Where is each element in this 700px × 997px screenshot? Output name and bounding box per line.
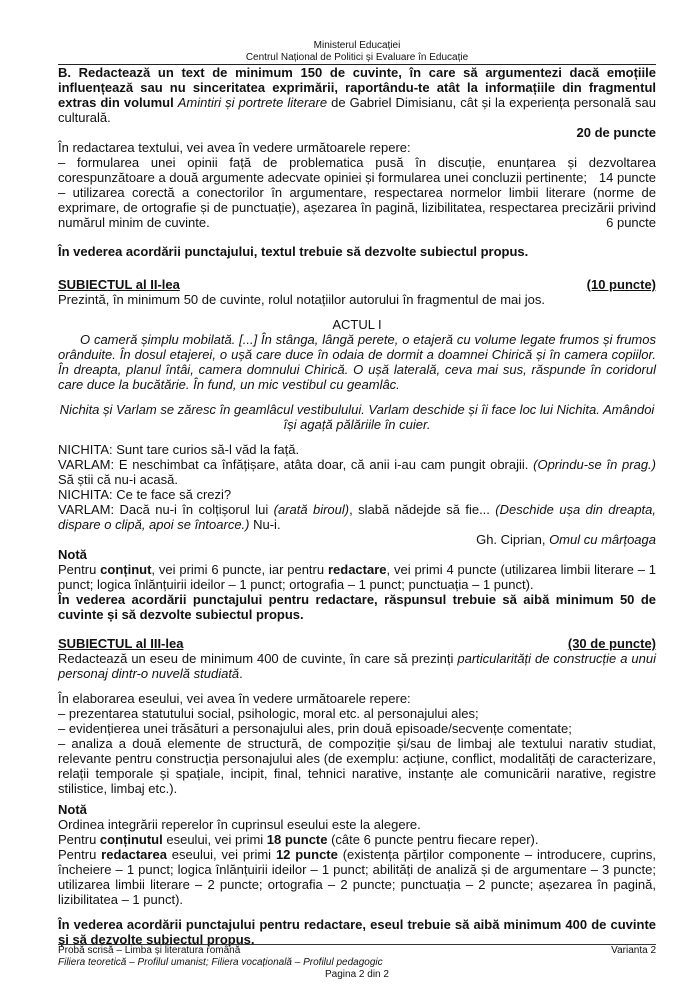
exam-page	[58, 0, 656, 947]
book-author-text: de Gabriel Dimisianu, cât și la experiența personală sau culturală.	[58, 95, 656, 125]
note-c: , vei primi 6 puncte, iar pentru	[151, 562, 328, 577]
section-iii-title: SUBIECTUL al III-lea	[58, 636, 184, 651]
n2b: conținutul	[99, 832, 163, 847]
note-e: , vei primi 4 puncte (utilizarea limbii literare – 1 punct; logica înlănțuirii ideilor – 1 punct; ortografia – 1 punct; punctuația – 1 punct).	[58, 562, 656, 592]
section-b-task-text: B. Redactează un text de minimum 150 de cuvinte, în care să argumentezi dacă emoțiile influențează sau nu sinceritatea exprimării, raportându-te atât la informațiile din fragmentul extras din volumul	[58, 65, 656, 110]
section-b-item-2-text: – utilizarea corectă a conectorilor în argumentare, respectarea normelor limbii literare (norme de exprimare, de ortografie și de punctuație), așezarea în pagină, lizibilitatea, respectarea precizării privind numărul minim de cuvinte.	[58, 185, 656, 230]
section-ii-title: SUBIECTUL al II-lea	[58, 277, 180, 292]
section-iii-reper-3: – analiza a două elemente de structură, de compoziție și/sau de limbaj ale textului narativ studiat, relevante pentru construcția personajului ales (de exemplu: acțiune, conflict, modalități de caracterizare, relații temporale și spațiale, incipit, final, tehnici narative, instanțe ale comunicării narative, registre stilistice, limbaj etc.).	[58, 736, 656, 796]
n3a: Pentru	[58, 847, 102, 862]
section-iii-task	[58, 651, 656, 681]
stage-direction-1: O cameră șimplu mobilată. [...] În stânga, lângă perete, o etajeră cu volume legate frumos și frumos orânduite. În dosul etajerei, o ușă care duce în odaia de dormit a doamnei Chirică și în camera copiilor. În dreapta, planul întâi, camera domnului Chirică. O ușă laterală, ceva mai sus, răspunde în coridorul care duce la bucătărie. În fund, un mic vestibul cu geamlâc.	[58, 332, 656, 392]
section-ii-note-label: Notă	[58, 547, 87, 562]
dialogue-line-2	[58, 457, 656, 487]
section-ii-points: (10 puncte)	[586, 277, 656, 292]
section-ii-note	[58, 562, 656, 592]
footer-exam: Probă scrisă – Limba și literatura română	[58, 945, 241, 956]
act-heading: ACTUL I	[332, 317, 382, 332]
dialogue-line-4a: VARLAM: Dacă nu-i în colțișorul lui	[58, 502, 274, 517]
dialogue-line-4b: (arată biroul)	[273, 502, 350, 517]
note-redactare: redactare	[327, 562, 387, 577]
footer-page-number: Pagina 2 din 2	[325, 969, 389, 980]
section-iii-points: (30 de puncte)	[567, 636, 656, 651]
dialogue-line-2c: Să știi că nu-i acasă.	[58, 472, 178, 487]
n3c: eseului, vei primi	[166, 847, 276, 862]
source-author: Gh. Ciprian,	[476, 532, 550, 547]
task-a: Redactează un eseu de minimum 400 de cuvinte, în care să prezinți	[58, 651, 458, 666]
ministry-name: Ministerul Educației	[313, 40, 401, 51]
section-iii-reper-2: – evidențierea unei trăsături a personajului ales, prin două episoade/secvențe comentate;	[58, 721, 572, 736]
n2a: Pentru	[58, 832, 100, 847]
source-title: Omul cu mârțoaga	[549, 532, 656, 547]
dialogue-line-1: NICHITA: Sunt tare curios să-l văd la față.	[58, 442, 300, 457]
section-iii-note-3	[58, 847, 656, 907]
center-name: Centrul Național de Politici și Evaluare în Educație	[58, 52, 656, 65]
section-iii-reper-1: – prezentarea statutului social, psihologic, moral etc. al personajului ales;	[58, 706, 479, 721]
book-title: Amintiri și portrete literare	[177, 95, 328, 110]
section-ii-title-row	[58, 277, 656, 292]
section-ii-task: Prezintă, în minimum 50 de cuvinte, rolul notațiilor autorului în fragmentul de mai jos.	[58, 292, 546, 307]
section-b-points: 20 de puncte	[576, 125, 656, 140]
footer-profile: Filiera teoretică – Profilul umanist; Filiera vocațională – Profilul pedagogic	[58, 957, 383, 968]
n3d: 12 puncte	[275, 847, 338, 862]
section-iii-intro: În elaborarea eseului, vei avea în vedere următoarele repere:	[58, 691, 411, 706]
section-iii-final: În vederea acordării punctajului pentru redactare, eseul trebuie să aibă minimum 400 de cuvinte și să dezvolte subiectul propus.	[58, 917, 656, 947]
section-iii-note-label: Notă	[58, 802, 87, 817]
dialogue-line-2a: VARLAM: E neschimbat ca înfățișare, atâta doar, că anii i-au cam pungit obrajii.	[58, 457, 534, 472]
page-footer	[58, 944, 656, 981]
n3b: redactarea	[101, 847, 167, 862]
page-header	[58, 0, 656, 65]
section-b-task	[58, 65, 656, 125]
note-a: Pentru	[58, 562, 101, 577]
section-b-item-1	[58, 155, 656, 185]
footer-variant: Varianta 2	[611, 945, 656, 956]
dialogue-line-4d: (Deschide ușa din dreapta, dispare o clipă, apoi se întoarce.)	[58, 502, 656, 532]
section-b-intro: În redactarea textului, vei avea în vedere următoarele repere:	[58, 140, 411, 155]
section-b-item-1-points: 14 puncte	[598, 170, 656, 185]
dialogue-line-4	[58, 502, 656, 532]
dialogue-line-3: NICHITA: Ce te face să crezi?	[58, 487, 232, 502]
dialogue-line-4c: , slabă nădejde să fie...	[349, 502, 496, 517]
n2e: (câte 6 puncte pentru fiecare reper).	[327, 832, 539, 847]
section-b-note: În vederea acordării punctajului, textul trebuie să dezvolte subiectul propus.	[58, 244, 529, 259]
n2d: 18 puncte	[266, 832, 328, 847]
note-content: conținut	[100, 562, 152, 577]
section-iii-note-1: Ordinea integrării reperelor în cuprinsul eseului este la alegere.	[58, 817, 421, 832]
task-c: .	[239, 666, 243, 681]
task-b: particularități de construcție a unui personaj dintr-o nuvelă studiată	[58, 651, 656, 681]
n2c: eseului, vei primi	[162, 832, 267, 847]
section-b-item-2-points: 6 puncte	[606, 215, 656, 230]
section-b-item-1-text: – formularea unei opinii față de problematica pusă în discuție, enunțarea și dezvoltarea corespunzătoare a două argumente adecvate opiniei și formularea unei concluzii pertinente;	[58, 155, 656, 185]
n3e: (existența părților componente – introducere, cuprins, încheiere – 1 punct; logica înlănțuirii ideilor – 1 punct; abilități de analiză și de argumentare – 3 puncte; utilizarea limbii literare – 2 puncte; ortografia – 2 puncte; punctuația – 2 puncte; așezarea în pagină, lizibilitatea – 1 punct).	[58, 847, 656, 907]
section-b-item-2	[58, 185, 656, 230]
stage-direction-2: Nichita și Varlam se zăresc în geamlâcul vestibulului. Varlam deschide și îi face loc lui Nichita. Amândoi își agață pălăriile în cuier.	[59, 402, 655, 432]
dialogue-line-2b: (Oprindu-se în prag.)	[533, 457, 656, 472]
section-ii-final: În vederea acordării punctajului pentru redactare, răspunsul trebuie să aibă minimum 50 de cuvinte și să dezvolte subiectul propus.	[58, 592, 656, 622]
source-citation	[58, 532, 656, 547]
section-iii-title-row	[58, 636, 656, 651]
dialogue-line-4e: Nu-i.	[249, 517, 281, 532]
section-iii-note-2	[58, 832, 656, 847]
